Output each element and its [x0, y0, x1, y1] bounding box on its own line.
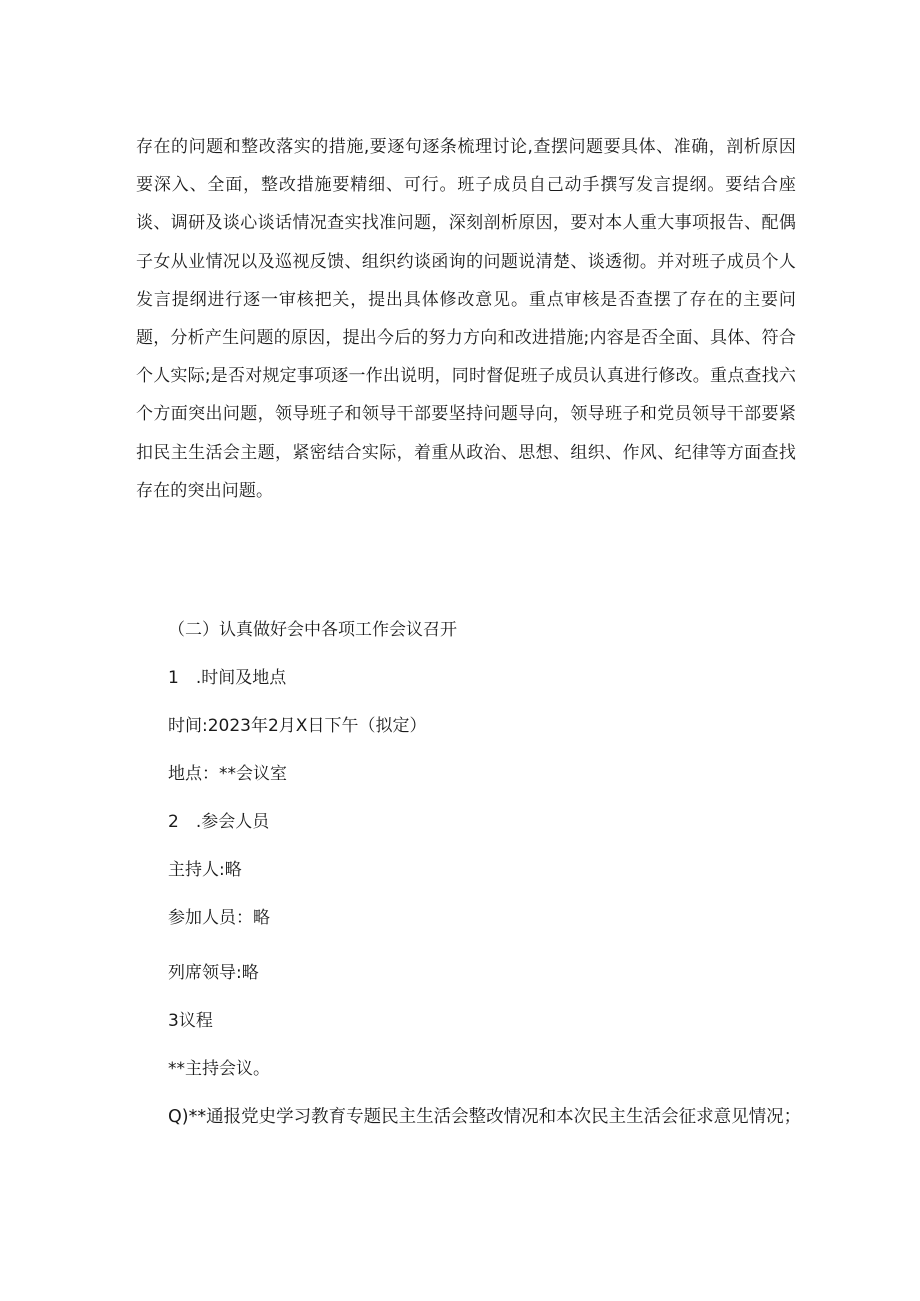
attendees-line: 参加人员：略: [168, 908, 270, 928]
observers-line: 列席领导:略: [168, 963, 259, 983]
item-1-heading: 1 .时间及地点: [168, 668, 287, 688]
meeting-place: 地点：**会议室: [168, 764, 287, 784]
section-heading: （二）认真做好会中各项工作会议召开: [168, 620, 457, 640]
meeting-time: 时间:2023年2月X日下午（拟定）: [168, 716, 427, 736]
host-line: 主持人:略: [168, 860, 242, 880]
agenda-host-line: **主持会议。: [168, 1059, 270, 1079]
body-paragraph: 存在的问题和整改落实的措施,要逐句逐条梳理讨论,查摆问题要具体、准确，剖析原因要深入、全面，整改措施要精细、可行。班子成员自己动手撰写发言提纲。要结合座谈、调研及谈心谈话情况查实找准问题，深刻剖析原因，要对本人重大事项报告、配偶子女从业情况以及巡视反馈、组织约谈函询的问题说清楚、谈透彻。并对班子成员个人发言提纲进行逐一审核把关，提出具体修改意见。重点审核是否查摆了存在的主要问题，分析产生问题的原因，提出今后的努力方向和改进措施;内容是否全面、具体、符合个人实际;是否对规定事项逐一作出说明，同时督促班子成员认真进行修改。重点查找六个方面突出问题，领导班子和领导干部要坚持问题导向，领导班子和党员领导干部要紧扣民主生活会主题，紧密结合实际，着重从政治、思想、组织、作风、纪律等方面查找存在的突出问题。: [136, 137, 796, 501]
agenda-item-line: Q)**通报党史学习教育专题民主生活会整改情况和本次民主生活会征求意见情况；: [168, 1107, 802, 1127]
item-3-heading: 3议程: [168, 1011, 213, 1031]
item-2-heading: 2 .参会人员: [168, 812, 270, 832]
